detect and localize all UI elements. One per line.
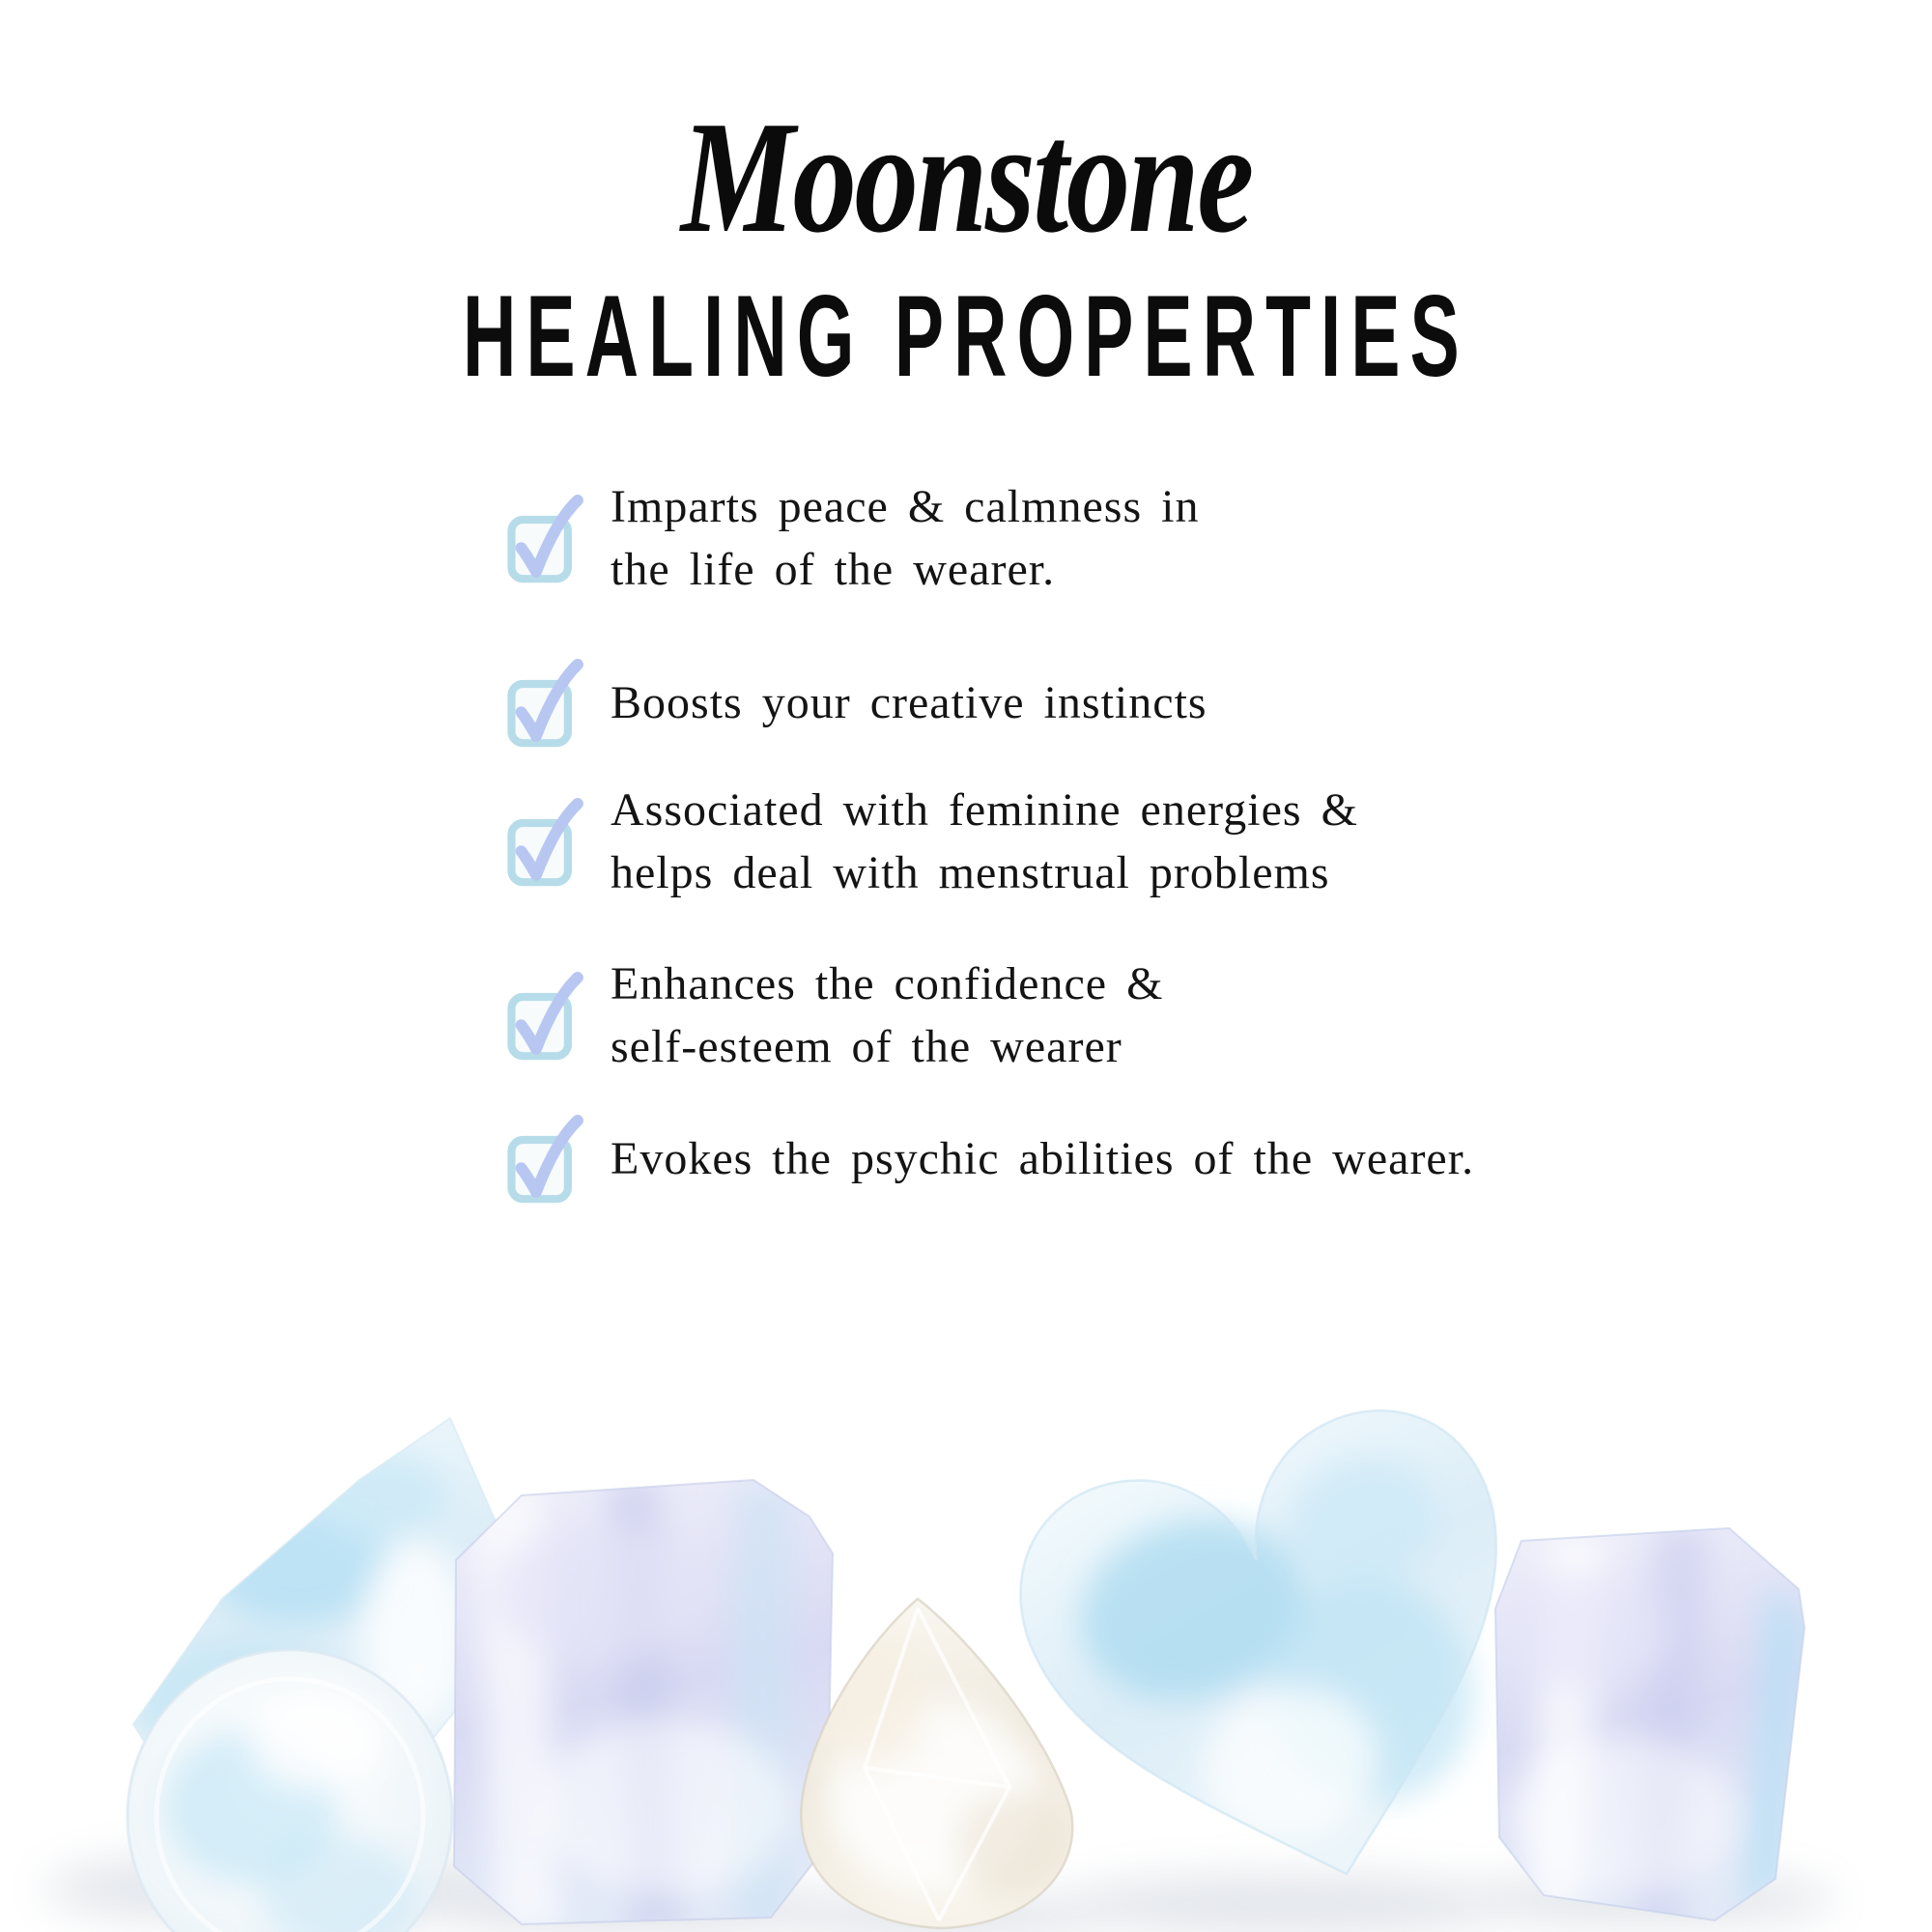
gem-emerald-cut-left [454,1477,833,1932]
list-item-text [611,1127,1474,1190]
checkbox-checked-icon [506,798,587,889]
list-item-line: self-esteem of the wearer [611,1021,1122,1072]
page-subtitle: HEALING PROPERTIES [463,271,1469,402]
gem-emerald-cut-right [1495,1525,1804,1932]
list-item-line: helps deal with menstrual problems [611,847,1330,898]
list-item-text [611,779,1358,904]
checkbox-checked-icon [506,1115,587,1206]
list-item-line: Evokes the psychic abilities of the wearer. [611,1132,1475,1184]
list-item [506,952,1646,1078]
list-item [506,1111,1646,1206]
checkbox-checked-icon [506,972,587,1063]
list-item-line: Boosts your creative instincts [611,676,1208,728]
moonstone-gems-photo [0,1391,1932,1932]
header [46,88,1886,402]
healing-properties-list [506,475,1646,1206]
list-item [506,655,1646,750]
list-item-line: Associated with feminine energies & [611,784,1358,836]
page-title: Moonstone [680,88,1252,266]
list-item-line: Enhances the confidence & [611,958,1164,1009]
list-item-line: Imparts peace & calmness in [611,481,1200,532]
list-item-line: the life of the wearer. [611,544,1056,595]
checkbox-checked-icon [506,495,587,585]
list-item-text [611,475,1199,601]
list-item [506,779,1646,904]
checkbox-checked-icon [506,659,587,750]
list-item-text [611,952,1163,1078]
list-item [506,475,1646,601]
list-item-text [611,671,1208,734]
